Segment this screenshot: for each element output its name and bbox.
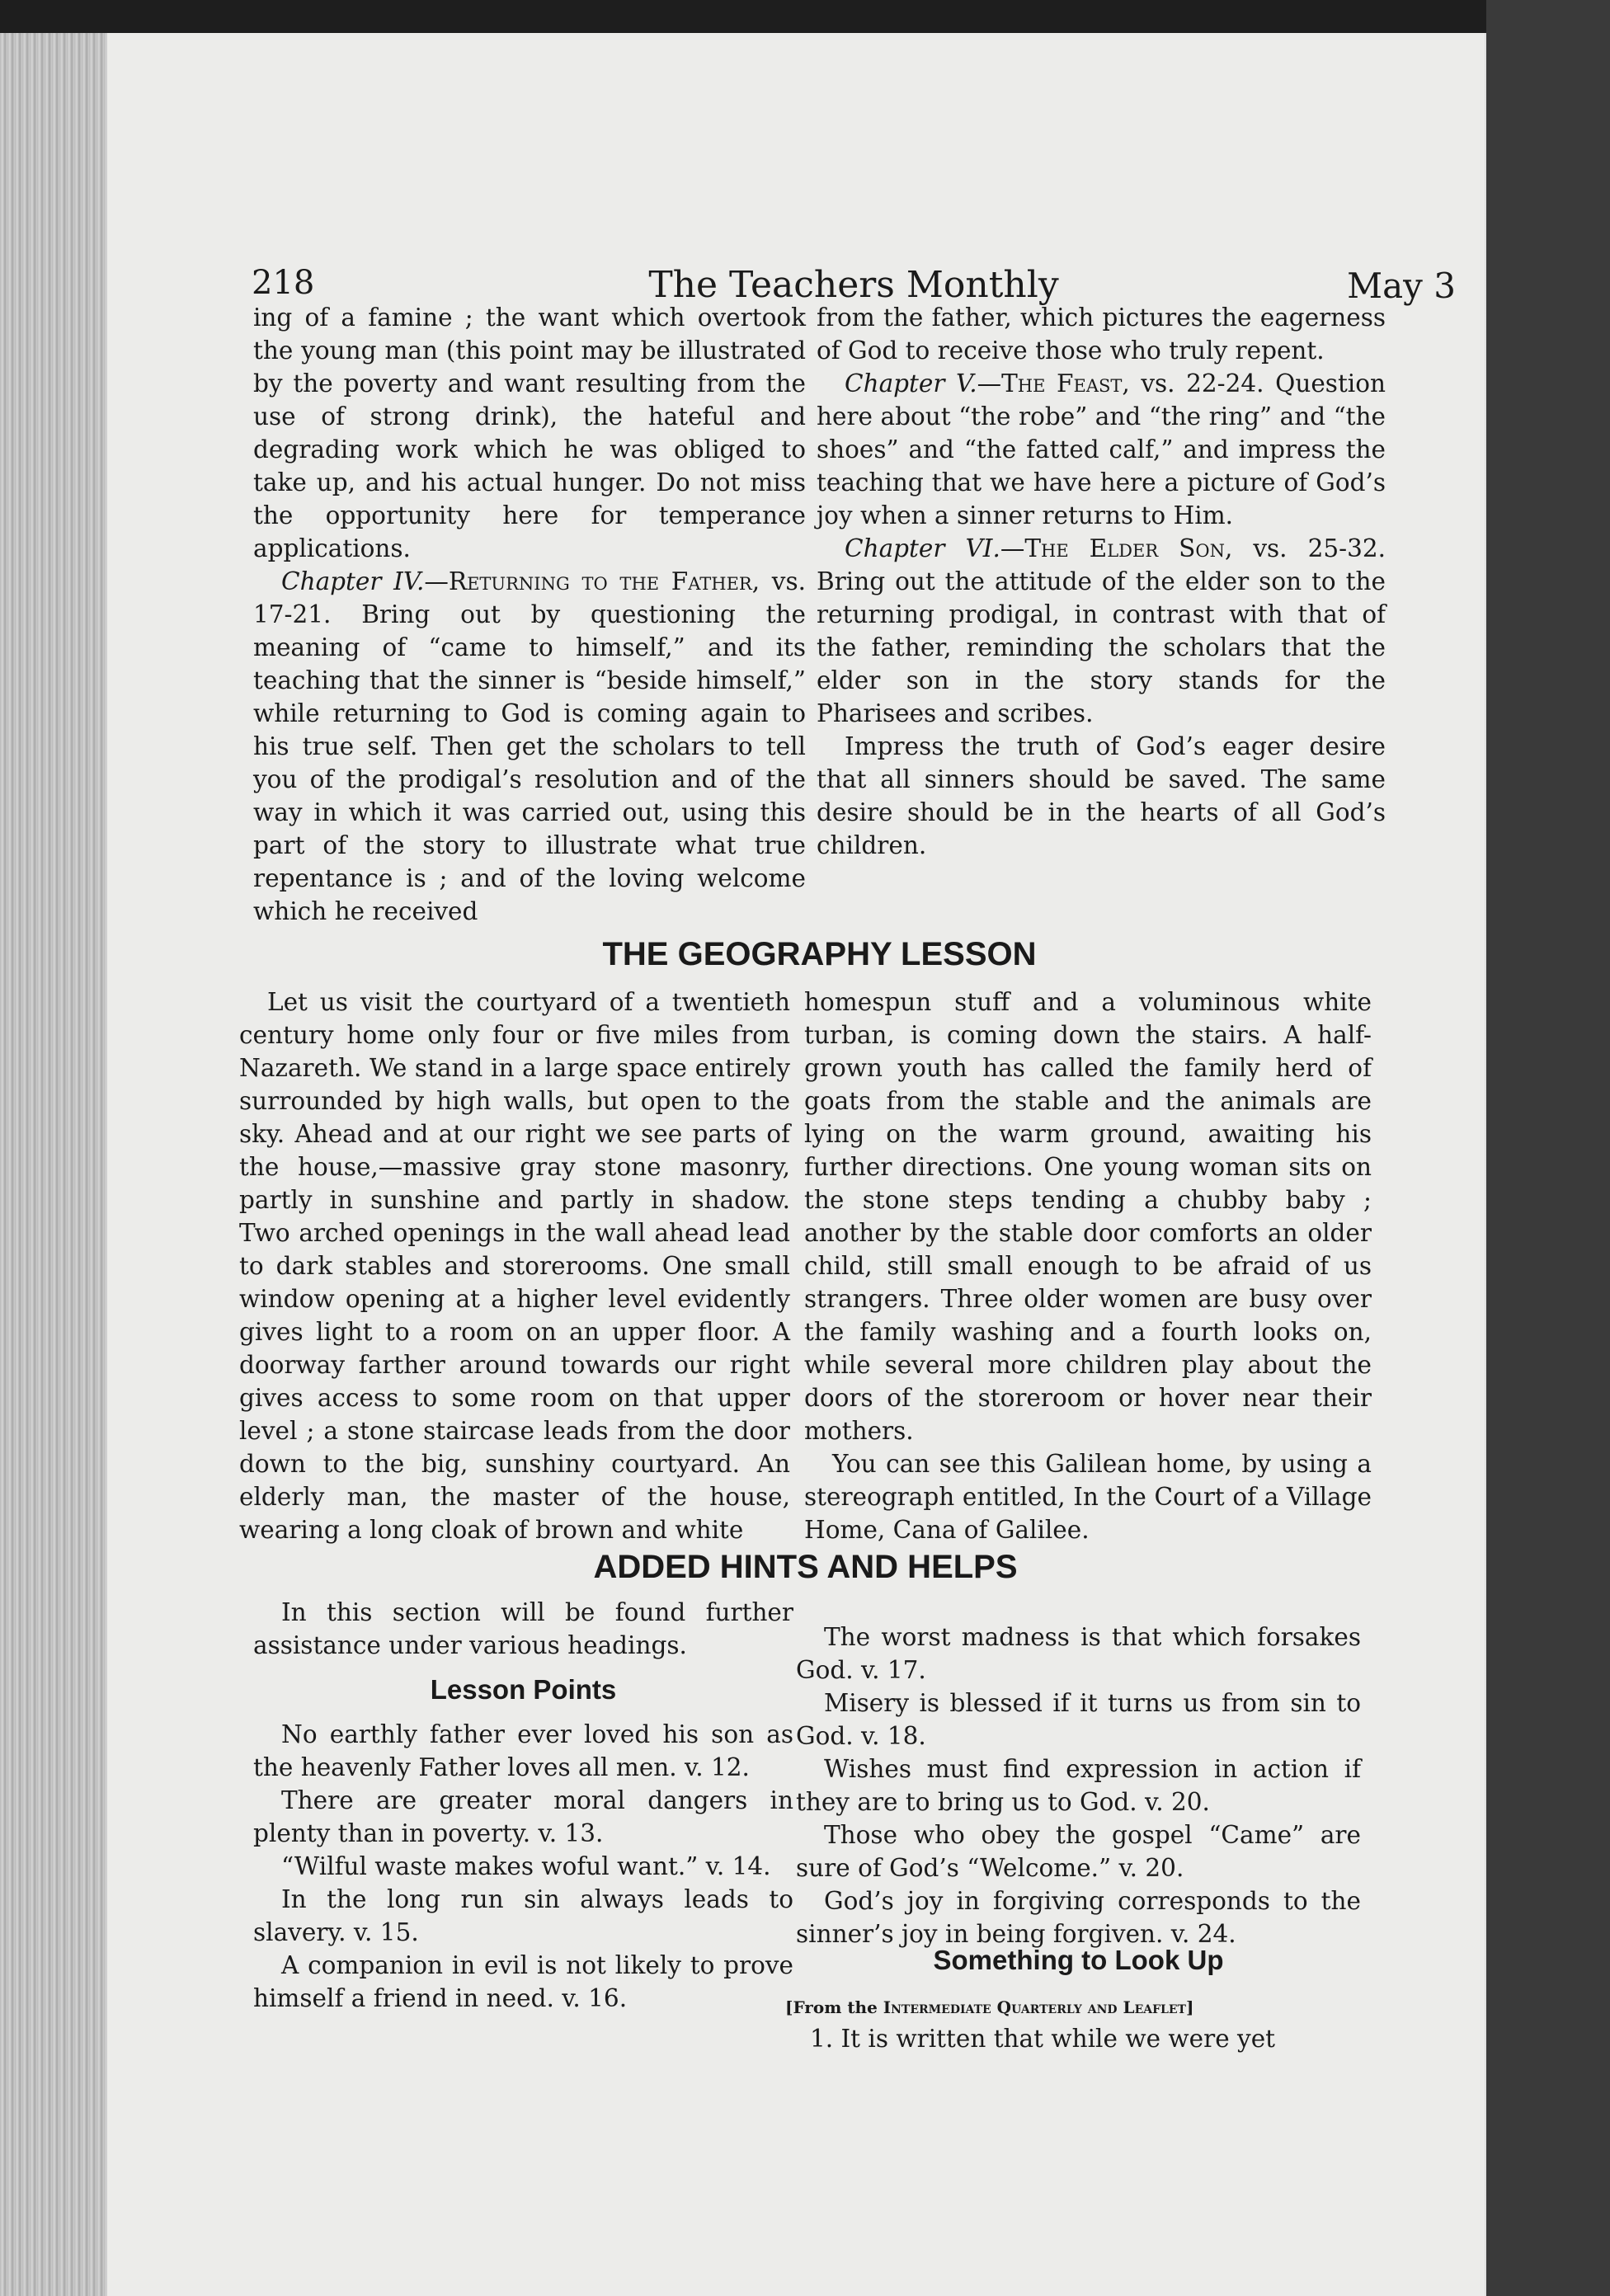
chapter-text: vs. 22-24. Question here about “the robe” and “the ring” and “the shoes” and “the fatted calf,” and impress the teaching that we have here a picture of God’s joy when a sinner returns to Him. [817, 369, 1386, 529]
source-suffix: ] [1185, 1997, 1194, 2017]
lesson-point: “Wilful waste makes woful want.” v. 14. [281, 1852, 771, 1880]
hints-left-column [253, 1596, 793, 2015]
scan-top-border [0, 0, 1610, 33]
geography-right-column [804, 986, 1372, 1546]
issue-date: May 3 [1347, 266, 1456, 306]
geography-lesson-heading: THE GEOGRAPHY LESSON [602, 936, 1037, 972]
teaching-right-column [817, 301, 1386, 862]
added-hints-heading: ADDED HINTS AND HELPS [593, 1549, 1018, 1585]
teaching-left-column [253, 301, 806, 928]
lesson-point: Wishes must find expression in action if they are to bring us to God. v. 20. [796, 1755, 1361, 1816]
geography-left-column [239, 986, 790, 1546]
paragraph: from the father, which pictures the eagerness of God to receive those who truly repent. [817, 303, 1386, 365]
paragraph-chapter-4 [253, 565, 806, 928]
book-page-edges [0, 33, 115, 2296]
source-name: Intermediate Quarterly and Leaflet [883, 1997, 1186, 2017]
look-up-item-1: 1. It is written that while we were yet [810, 2025, 1276, 2053]
lesson-point: No earthly father ever loved his son as the heavenly Father loves all men. v. 12. [253, 1720, 793, 1781]
source-note [785, 1997, 1193, 2017]
paragraph-chapter-6 [817, 532, 1386, 730]
lesson-point: Misery is blessed if it turns us from sin to God. v. 18. [796, 1689, 1361, 1750]
paragraph: Let us visit the courtyard of a twentieth century home only four or five miles from Nazareth. We stand in a large space entirely surrounded by high walls, but open to the sky. Ahead and at our right we see parts of the house,—massive gray stone masonry, partly in sunshine and partly in shadow. Two arched openings in the wall ahead lead to dark stables and storerooms. One small window opening at a higher level evidently gives light to a room on an upper floor. A doorway farther around towards our right gives access to some room on that upper level ; a stone staircase leads from the door down to the big, sunshiny courtyard. An elderly man, the master of the house, wearing a long cloak of brown and white [239, 988, 790, 1544]
paragraph-chapter-5 [817, 367, 1386, 532]
chapter-title: —The Feast, [977, 369, 1130, 398]
chapter-text: vs. 25-32. Bring out the attitude of the elder son to the returning prodigal, in contrast with that of the father, reminding the scholars that the elder son in the story stands for the Pharisees and scribes. [817, 534, 1386, 727]
lesson-points-heading: Lesson Points [430, 1674, 617, 1705]
lesson-points-heading-wrap [253, 1662, 793, 1718]
source-prefix: [From the [785, 1997, 883, 2017]
lesson-point: Those who obey the gospel “Came” are sure of God’s “Welcome.” v. 20. [796, 1821, 1361, 1882]
chapter-title: —The Elder Son, [1000, 534, 1233, 562]
lesson-point: God’s joy in forgiving corresponds to the sinner’s joy in being forgiven. v. 24. [796, 1887, 1361, 1948]
running-title: The Teachers Monthly [648, 264, 1059, 306]
chapter-label: Chapter VI. [845, 534, 1000, 562]
lesson-point: A companion in evil is not likely to prove himself a friend in need. v. 16. [253, 1951, 793, 2012]
scan-right-border [1486, 0, 1610, 2296]
lesson-point: The worst madness is that which forsakes God. v. 17. [796, 1623, 1361, 1684]
chapter-title: —Returning to the Father, [424, 567, 760, 595]
paragraph: You can see this Galilean home, by using a stereograph entitled, In the Court of a Village Home, Cana of Galilee. [804, 1450, 1372, 1544]
paragraph: homespun stuff and a voluminous white turban, is coming down the stairs. A half-grown youth has called the family herd of goats from the stable and the animals are lying on the warm ground, awaiting his further directions. One young woman sits on the stone steps tending a chubby baby ; another by the stable door comforts an older child, still small enough to be afraid of us strangers. Three older women are busy over the family washing and a fourth looks on, while several more children play about the doors of the storeroom or hover near their mothers. [804, 988, 1372, 1445]
paragraph: ing of a famine ; the want which overtook the young man (this point may be illustrated by the poverty and want resulting from the use of strong drink), the hateful and degrading work which he was obliged to take up, and his actual hunger. Do not miss the opportunity here for temperance applications. [253, 303, 806, 562]
intro-paragraph: In this section will be found further assistance under various headings. [253, 1598, 793, 1659]
lesson-point: There are greater moral dangers in plenty than in poverty. v. 13. [253, 1786, 793, 1847]
lesson-point: In the long run sin always leads to slavery. v. 15. [253, 1885, 793, 1946]
hints-right-column [796, 1621, 1361, 1950]
book-page [107, 33, 1493, 2296]
chapter-label: Chapter V. [845, 369, 977, 398]
page-number: 218 [252, 264, 315, 302]
chapter-text: vs. 17-21. Bring out by questioning the meaning of “came to himself,” and its teaching that the sinner is “beside himself,” while returning to God is coming again to his true self. Then get the scholars to tell you of the prodigal’s resolution and of the way in which it was carried out, using this part of the story to illustrate what true repentance is ; and of the loving welcome which he received [253, 567, 806, 925]
something-to-look-up-heading: Something to Look Up [933, 1945, 1224, 1975]
chapter-label: Chapter IV. [281, 567, 425, 595]
look-up-item [810, 2022, 1361, 2055]
paragraph: Impress the truth of God’s eager desire that all sinners should be saved. The same desire should be in the hearts of all God’s children. [817, 732, 1386, 859]
